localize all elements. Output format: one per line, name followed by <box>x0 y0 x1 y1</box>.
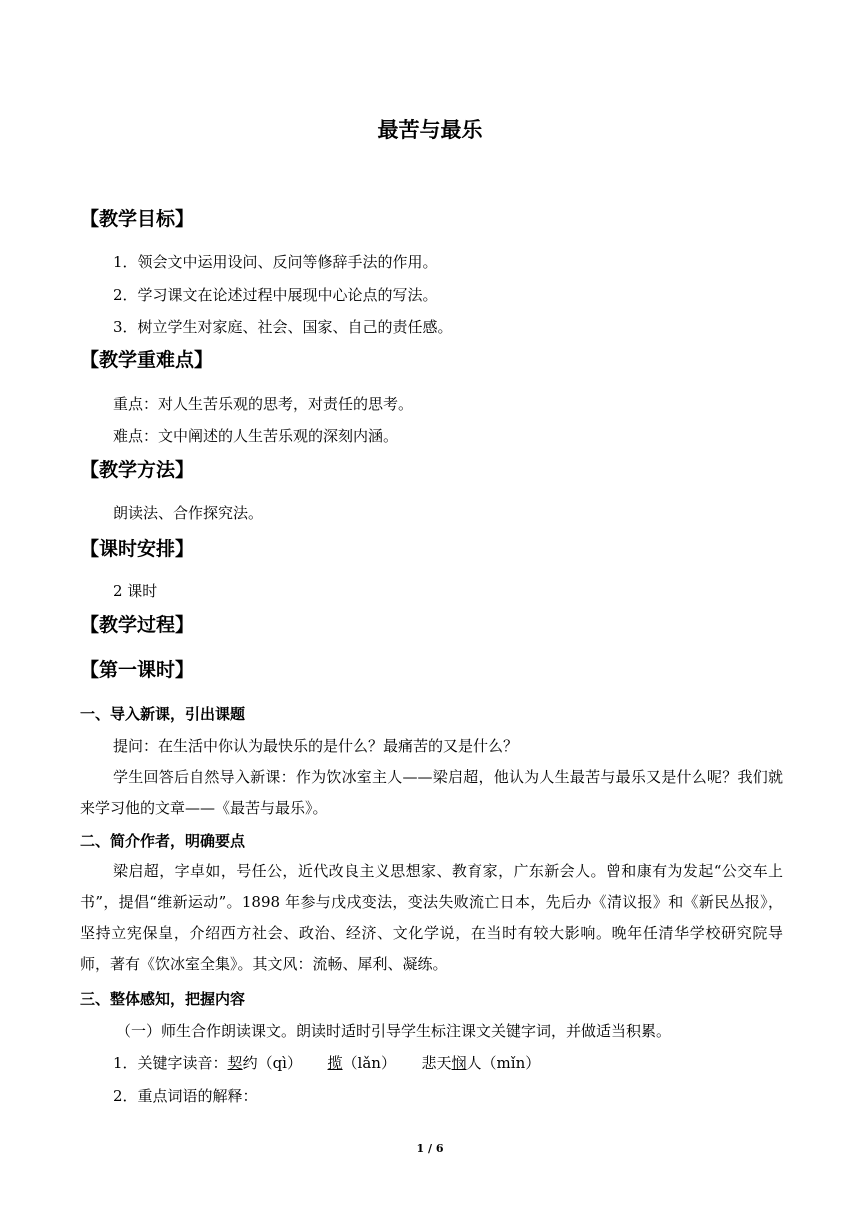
section-3-heading: 三、整体感知，把握内容 <box>80 990 246 1008</box>
heading-teaching-process: 【教学过程】 <box>80 614 195 636</box>
key-point-item-2: 难点：文中阐述的人生苦乐观的深刻内涵。 <box>113 427 399 445</box>
word-3-char: 悯 <box>451 1054 467 1072</box>
heading-key-points: 【教学重难点】 <box>80 349 214 371</box>
pronunciation-label: 1．关键字读音： <box>113 1054 228 1072</box>
key-point-item-1: 重点：对人生苦乐观的思考，对责任的思考。 <box>113 395 414 413</box>
schedule-text: 2 课时 <box>113 582 158 600</box>
section-1-heading: 一、导入新课，引出课题 <box>80 705 246 723</box>
heading-teaching-goals: 【教学目标】 <box>80 208 195 230</box>
section-1-answer: 学生回答后自然导入新课：作为饮冰室主人——梁启超，他认为人生最苦与最乐又是什么呢？我们就来学习他的文章——《最苦与最乐》。 <box>80 768 783 817</box>
word-1-char: 契 <box>227 1054 243 1072</box>
goal-item-1: 1．领会文中运用设问、反问等修辞手法的作用。 <box>113 253 438 271</box>
word-2-char: 揽 <box>327 1054 343 1072</box>
section-3-reading-note: （一）师生合作朗读课文。朗读时适时引导学生标注课文关键字词，并做适当积累。 <box>116 1022 672 1040</box>
word-3-prefix: 悲天 <box>421 1054 452 1072</box>
goal-item-3: 3．树立学生对家庭、社会、国家、自己的责任感。 <box>113 318 453 336</box>
word-2-pinyin: （lǎn） <box>342 1054 396 1072</box>
teaching-methods-text: 朗读法、合作探究法。 <box>113 504 264 522</box>
heading-teaching-methods: 【教学方法】 <box>80 459 195 481</box>
document-title: 最苦与最乐 <box>377 118 483 142</box>
word-3-pinyin: 人（mǐn） <box>466 1054 541 1072</box>
section-1-question: 提问：在生活中你认为最快乐的是什么？最痛苦的又是什么？ <box>113 737 519 755</box>
section-2-author-bio: 梁启超，字卓如，号任公，近代改良主义思想家、教育家，广东新会人。曾和康有为发起“公交车上书”，提倡“维新运动”。1898 年参与戊戌变法，变法失败流亡日本，先后办《清议报》和《新民丛报》，坚持立宪保皇，介绍西方社会、政治、经济、文化学说，在当时有较大影响。晚年任清华学校研究院导师，著有《饮冰室全集》。其文风：流畅、犀利、凝练。 <box>80 862 783 973</box>
vocabulary-heading: 2．重点词语的解释： <box>113 1087 258 1105</box>
heading-schedule: 【课时安排】 <box>80 538 195 560</box>
page-number: 1 / 6 <box>416 1142 444 1155</box>
word-1-pinyin: 约（qì） <box>242 1054 302 1072</box>
heading-lesson-1: 【第一课时】 <box>80 659 195 681</box>
pronunciation-line <box>113 1053 540 1073</box>
section-2-heading: 二、简介作者，明确要点 <box>80 832 246 850</box>
goal-item-2: 2．学习课文在论述过程中展现中心论点的写法。 <box>113 286 438 304</box>
